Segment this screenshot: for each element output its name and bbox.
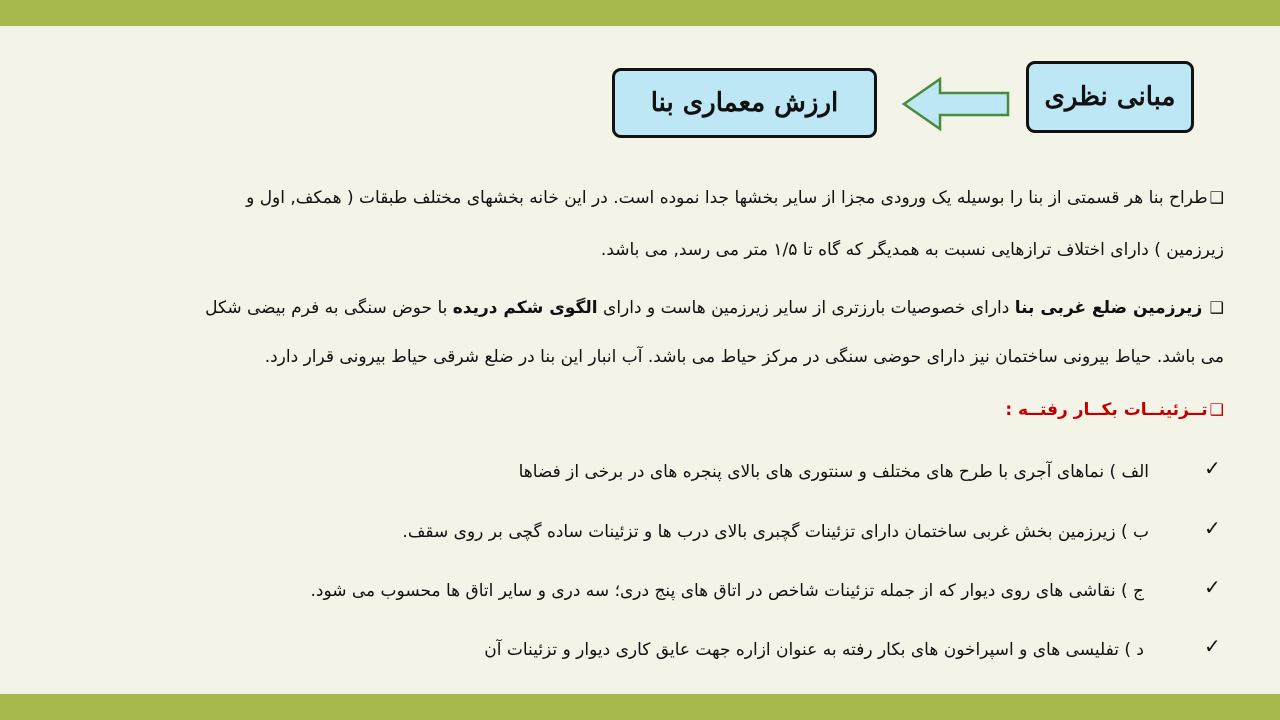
bottom-band (0, 694, 1280, 720)
para1-line1 (246, 188, 1224, 208)
para2-text3: می باشد. حیاط بیرونی ساختمان نیز دارای حوضی سنگی در مرکز حیاط می باشد. آب انبار این بنا در ضلع شرقی حیاط بیرونی قرار دارد. (264, 347, 1224, 367)
para2-bold-basement: زیرزمین ضلع غربی بنا (1014, 298, 1203, 318)
para2-bold-pattern: الگوی شکم دریده (452, 298, 598, 318)
list-item: ب ) زیرزمین بخش غربی ساختمان دارای تزئینات گچبری بالای درب ها و تزئینات ساده گچی بر روی سقف. (402, 522, 1149, 542)
checkbox-bullet-icon: ❑ (1209, 298, 1224, 317)
list-item: ج ) نقاشی های روی دیوار که از جمله تزئینات شاخص در اتاق های پنج دری؛ سه دری و سایر اتاق ها محسوب می شود. (310, 581, 1144, 601)
checkbox-bullet-icon: ❑ (1209, 188, 1224, 207)
checkmark-icon: ✓ (1204, 634, 1221, 658)
checkmark-icon: ✓ (1204, 456, 1221, 480)
para1-text1: طراح بنا هر قسمتی از بنا را بوسیله یک ورودی مجزا از سایر بخشها جدا نموده است. در این خانه بخشهای مختلف طبقات ( همکف, اول و (246, 188, 1208, 208)
left-arrow-icon (900, 76, 1010, 132)
para1-line2 (601, 240, 1224, 260)
para2-text2: با حوض سنگی به فرم بیضی شکل (205, 298, 453, 318)
architectural-value-title-box (612, 68, 877, 138)
checkmark-icon: ✓ (1204, 575, 1221, 599)
checkmark-icon: ✓ (1204, 516, 1221, 540)
list-item: الف ) نماهای آجری با طرح های مختلف و سنتوری های بالای پنجره های در برخی از فضاها (518, 462, 1149, 482)
checkbox-bullet-icon: ❑ (1209, 400, 1224, 419)
para2-text1: دارای خصوصیات بارزتری از سایر زیرزمین هاست و دارای (597, 298, 1015, 318)
para1-text2: زیرزمین ) دارای اختلاف ترازهایی نسبت به همدیگر که گاه تا ۱/۵ متر می رسد, می باشد. (600, 240, 1224, 260)
para2-line1 (205, 298, 1224, 318)
architectural-value-title: ارزش معماری بنا (650, 88, 839, 118)
top-band (0, 0, 1280, 26)
list-item: د ) تفلیسی های و اسپراخون های بکار رفته به عنوان ازاره جهت عایق کاری دیوار و تزئینات آن (484, 640, 1144, 660)
decorations-heading (1005, 400, 1224, 420)
theory-title-box (1026, 61, 1194, 133)
decorations-heading-text: تــزئینــات بکــار رفتــه : (1005, 400, 1208, 420)
para2-line2 (265, 347, 1224, 367)
theory-title: مبانی نظری (1044, 82, 1176, 112)
